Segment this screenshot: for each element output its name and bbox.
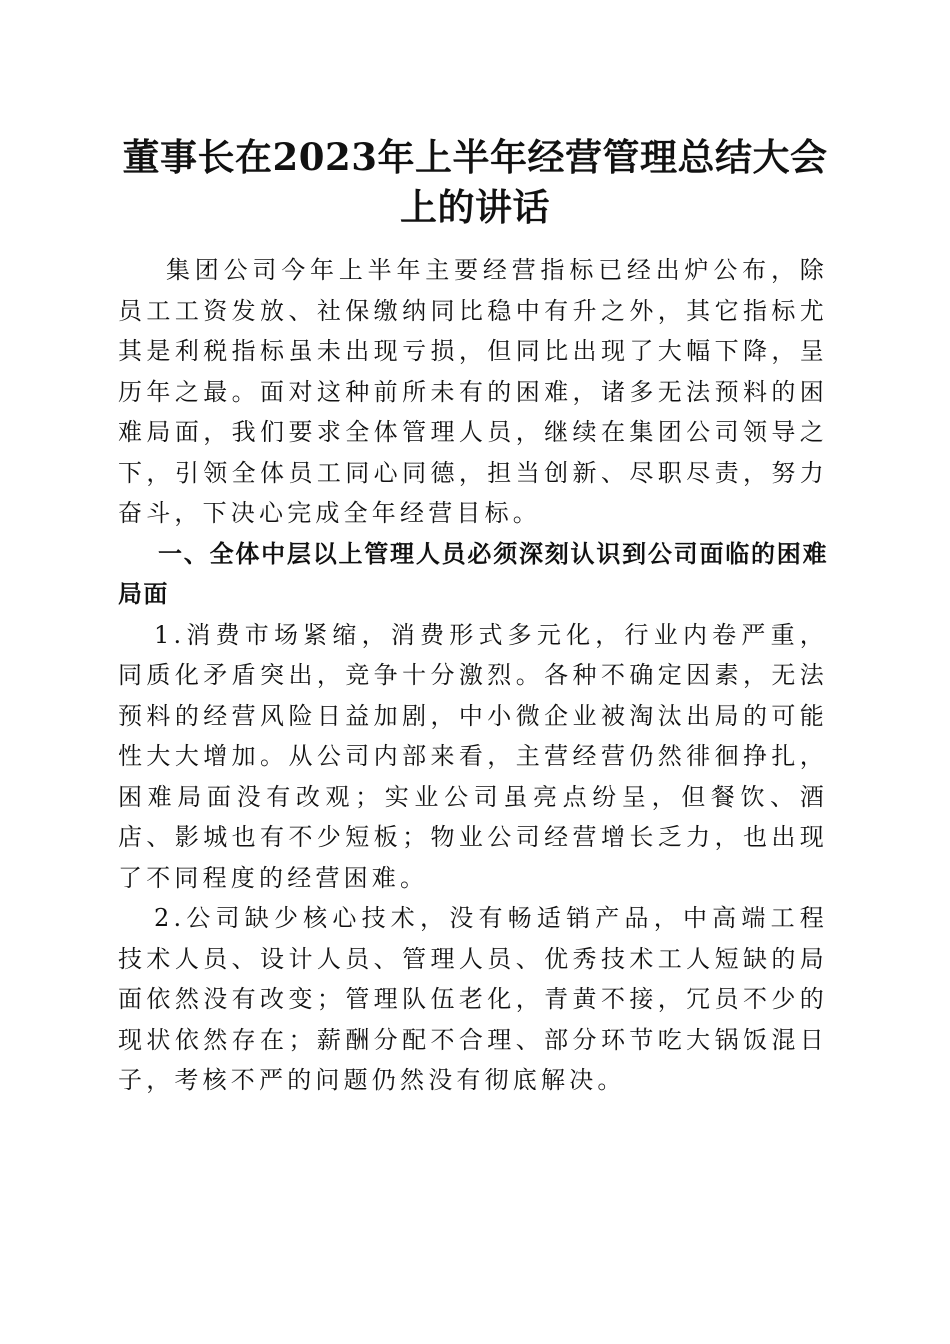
- intro-paragraph: 集团公司今年上半年主要经营指标已经出炉公布，除员工工资发放、社保缴纳同比稳中有升之外，其它指标尤其是利税指标虽未出现亏损，但同比出现了大幅下降，呈历年之最。面对这种前所未有的困难，诸多无法预料的困难局面，我们要求全体管理人员，继续在集团公司领导之下，引领全体员工同心同德，担当创新、尽职尽责，努力奋斗，下决心完成全年经营目标。: [118, 256, 828, 527]
- list-item-2: 2.公司缺少核心技术，没有畅适销产品，中高端工程技术人员、设计人员、管理人员、优秀技术工人短缺的局面依然没有改变；管理队伍老化，青黄不接，冗员不少的现状依然存在；薪酬分配不合理、部分环节吃大锅饭混日子，考核不严的问题仍然没有彻底解决。: [118, 904, 828, 1094]
- document-title: 董事长在2023年上半年经营管理总结大会上的讲话: [122, 135, 828, 229]
- document-body: [118, 250, 828, 1101]
- list-item-1: 1.消费市场紧缩，消费形式多元化，行业内卷严重，同质化矛盾突出，竞争十分激烈。各种不确定因素，无法预料的经营风险日益加剧，中小微企业被淘汰出局的可能性大大增加。从公司内部来看，主营经营仍然徘徊挣扎，困难局面没有改观；实业公司虽亮点纷呈，但餐饮、酒店、影城也有不少短板；物业公司经营增长乏力，也出现了不同程度的经营困难。: [118, 620, 828, 892]
- section-heading-1: 一、全体中层以上管理人员必须深刻认识到公司面临的困难局面: [118, 539, 828, 608]
